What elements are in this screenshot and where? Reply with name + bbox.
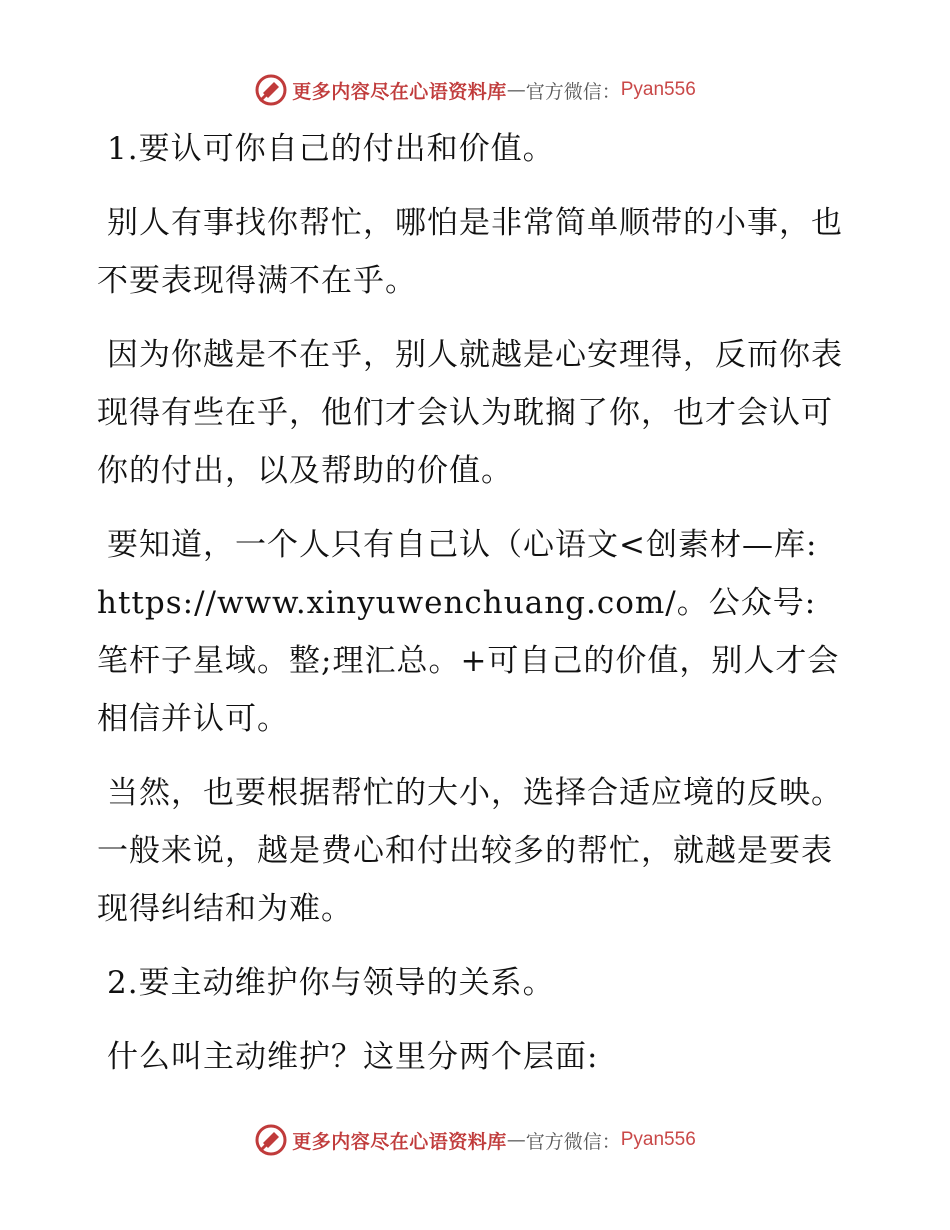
watermark-main: 更多内容尽在心语资料库 bbox=[292, 80, 507, 103]
watermark-dash: — bbox=[506, 79, 526, 101]
watermark-main: 更多内容尽在心语资料库 bbox=[292, 1130, 507, 1153]
paragraph-2: 别人有事找你帮忙，哪怕是非常简单顺带的小事，也不要表现得满不在乎。 bbox=[97, 205, 843, 299]
watermark-id: Pyan556 bbox=[620, 1129, 696, 1150]
paragraph-4: 要知道，一个人只有自己认（心语文<创素材—库: https://www.xinyuwenchuang.com/。公众号: 笔杆子星域。整;理汇总。+可自己的价值，别人才会相信并认可。 bbox=[97, 527, 840, 737]
paragraph-1: 1.要认可你自己的付出和价值。 bbox=[107, 131, 555, 167]
document-body bbox=[97, 120, 857, 1102]
header-watermark bbox=[0, 70, 950, 110]
watermark-sub: 官方微信： bbox=[525, 80, 621, 103]
watermark-sub: 官方微信： bbox=[525, 1130, 621, 1153]
brand-logo-icon bbox=[254, 1123, 288, 1157]
paragraph-5: 当然，也要根据帮忙的大小，选择合适应境的反映。一般来说，越是费心和付出较多的帮忙，就越是要表现得纠结和为难。 bbox=[97, 775, 843, 927]
paragraph-3: 因为你越是不在乎，别人就越是心安理得，反而你表现得有些在乎，他们才会认为耽搁了你，也才会认可你的付出，以及帮助的价值。 bbox=[97, 337, 843, 489]
paragraph-6: 2.要主动维护你与领导的关系。 bbox=[107, 965, 555, 1001]
paragraph-7: 什么叫主动维护？这里分两个层面: bbox=[107, 1039, 599, 1075]
brand-logo-icon bbox=[254, 73, 288, 107]
watermark-dash: — bbox=[506, 1129, 526, 1151]
watermark-id: Pyan556 bbox=[620, 79, 696, 100]
footer-watermark bbox=[0, 1120, 950, 1160]
